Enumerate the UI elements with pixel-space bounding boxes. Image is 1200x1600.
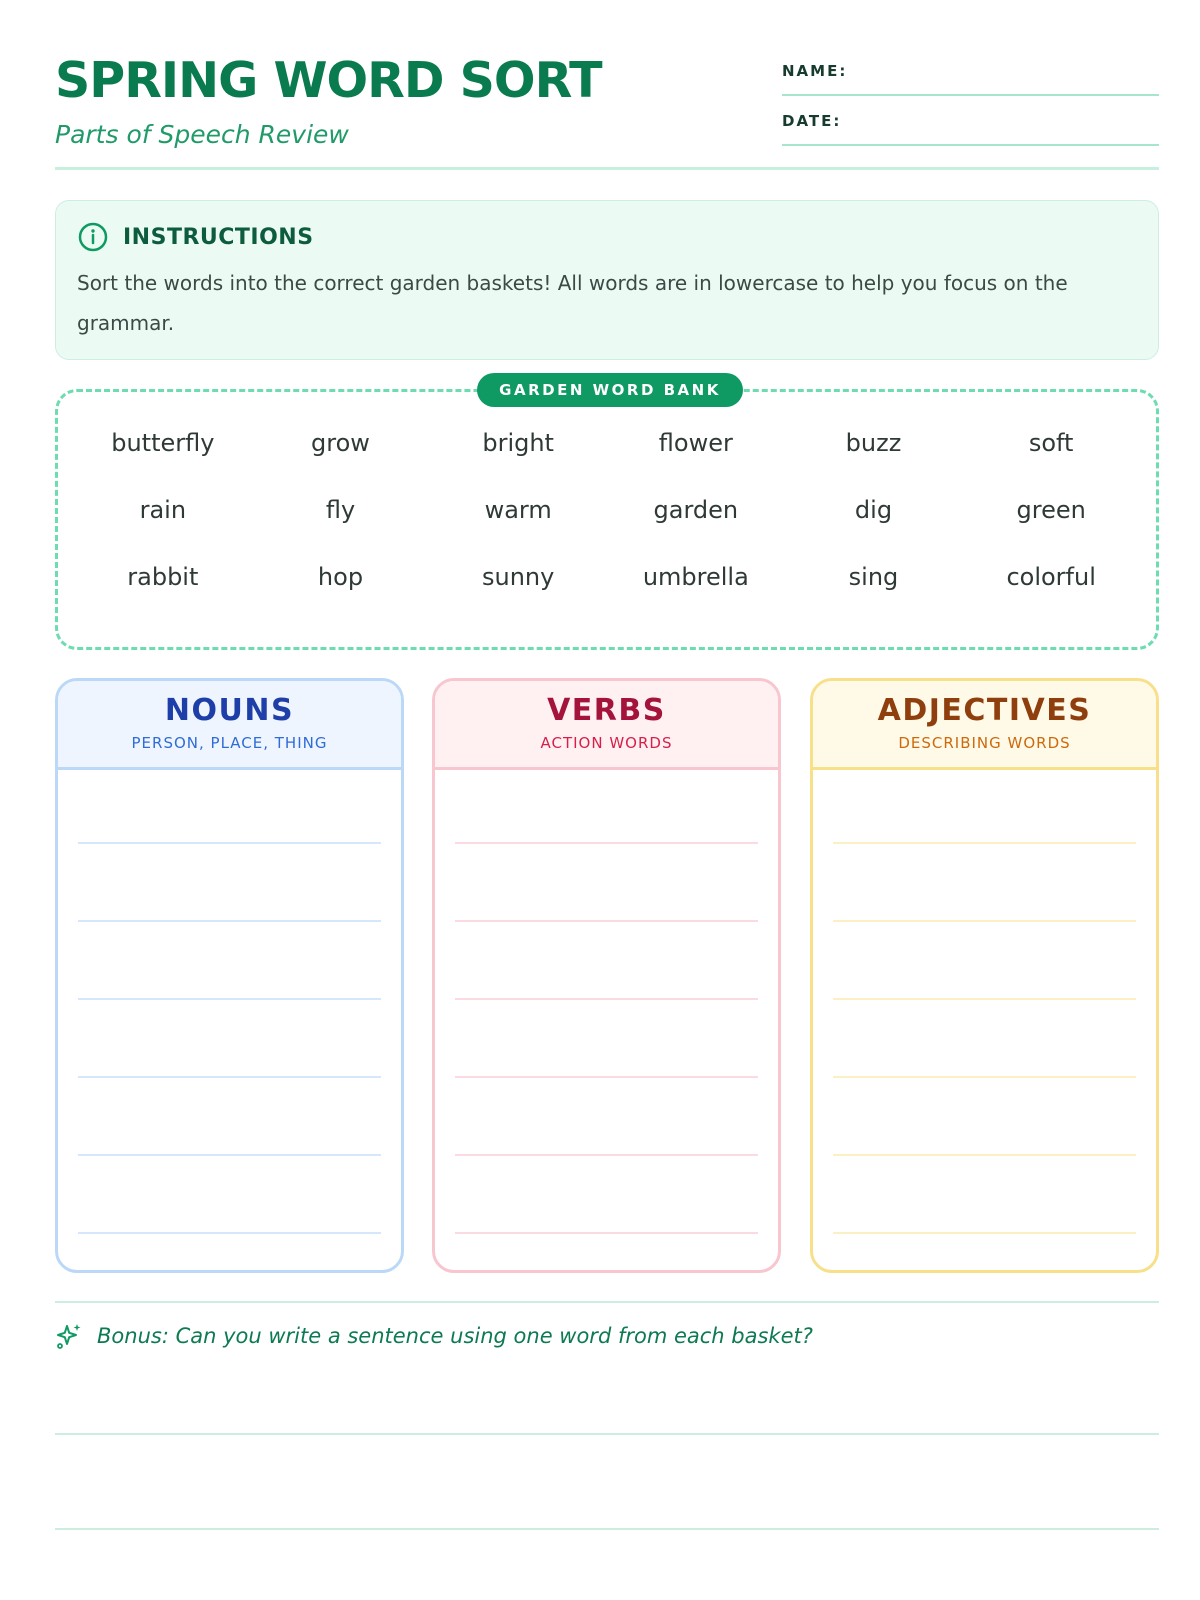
verbs-basket[interactable] [432, 678, 781, 1273]
nouns-title: NOUNS [164, 693, 295, 728]
writing-line[interactable] [455, 842, 758, 844]
writing-line[interactable] [833, 1076, 1136, 1078]
verbs-title: VERBS [547, 693, 666, 728]
nouns-subtitle: PERSON, PLACE, THING [131, 734, 328, 752]
instructions-title: INSTRUCTIONS [123, 224, 314, 250]
date-field[interactable] [782, 102, 1159, 146]
word-bank-label: GARDEN WORD BANK [477, 373, 743, 407]
writing-line[interactable] [455, 998, 758, 1000]
word-card[interactable]: buzz [845, 429, 902, 457]
writing-line[interactable] [833, 1154, 1136, 1156]
word-card[interactable]: flower [658, 429, 733, 457]
writing-line[interactable] [78, 1154, 381, 1156]
instructions-text: Sort the words into the correct garden baskets! All words are in lowercase to help you focus on the grammar. [77, 271, 1068, 335]
worksheet-header [55, 52, 1159, 170]
adjectives-basket[interactable] [810, 678, 1159, 1273]
word-card[interactable]: green [1016, 496, 1086, 524]
writing-line[interactable] [833, 920, 1136, 922]
word-card[interactable]: sunny [481, 563, 555, 591]
answer-line[interactable] [55, 1528, 1159, 1530]
writing-line[interactable] [78, 1076, 381, 1078]
sparkle-icon [55, 1322, 83, 1350]
worksheet-page [55, 0, 1159, 1600]
word-card[interactable]: butterfly [111, 429, 215, 457]
instructions-header [77, 221, 314, 253]
word-card[interactable]: warm [484, 496, 552, 524]
writing-line[interactable] [833, 998, 1136, 1000]
verbs-basket-header [435, 681, 778, 770]
bonus-prompt [55, 1318, 813, 1354]
page-title: SPRING WORD SORT [55, 52, 602, 109]
writing-line[interactable] [455, 1232, 758, 1234]
page-subtitle: Parts of Speech Review [55, 120, 349, 149]
name-field[interactable] [782, 52, 1159, 96]
word-card[interactable]: soft [1028, 429, 1074, 457]
writing-line[interactable] [455, 1154, 758, 1156]
writing-line[interactable] [78, 920, 381, 922]
writing-line[interactable] [833, 1232, 1136, 1234]
writing-line[interactable] [455, 1076, 758, 1078]
word-card[interactable]: colorful [1006, 563, 1096, 591]
adjectives-title: ADJECTIVES [877, 693, 1092, 728]
verbs-subtitle: ACTION WORDS [540, 734, 673, 752]
writing-line[interactable] [833, 842, 1136, 844]
instructions-box [55, 200, 1159, 360]
writing-line[interactable] [455, 920, 758, 922]
word-card[interactable]: bright [482, 429, 554, 457]
word-bank [55, 381, 1159, 650]
bonus-text: Bonus: Can you write a sentence using one word from each basket? [97, 1324, 813, 1348]
word-card[interactable]: garden [653, 496, 739, 524]
word-card[interactable]: rain [139, 496, 187, 524]
word-card[interactable]: grow [311, 429, 370, 457]
bonus-divider [55, 1301, 1159, 1303]
word-card[interactable]: sing [848, 563, 899, 591]
nouns-basket[interactable] [55, 678, 404, 1273]
writing-line[interactable] [78, 842, 381, 844]
writing-line[interactable] [78, 998, 381, 1000]
answer-line[interactable] [55, 1433, 1159, 1435]
word-card[interactable]: hop [317, 563, 364, 591]
word-bank-grid [74, 420, 1140, 621]
name-label: NAME: [782, 62, 848, 80]
word-card[interactable]: dig [854, 496, 893, 524]
word-card[interactable]: rabbit [127, 563, 199, 591]
word-card[interactable]: fly [325, 496, 356, 524]
adjectives-basket-header [813, 681, 1156, 770]
date-label: DATE: [782, 112, 842, 130]
word-card[interactable]: umbrella [642, 563, 749, 591]
writing-line[interactable] [78, 1232, 381, 1234]
nouns-basket-header [58, 681, 401, 770]
adjectives-subtitle: DESCRIBING WORDS [898, 734, 1071, 752]
info-icon [77, 221, 109, 253]
